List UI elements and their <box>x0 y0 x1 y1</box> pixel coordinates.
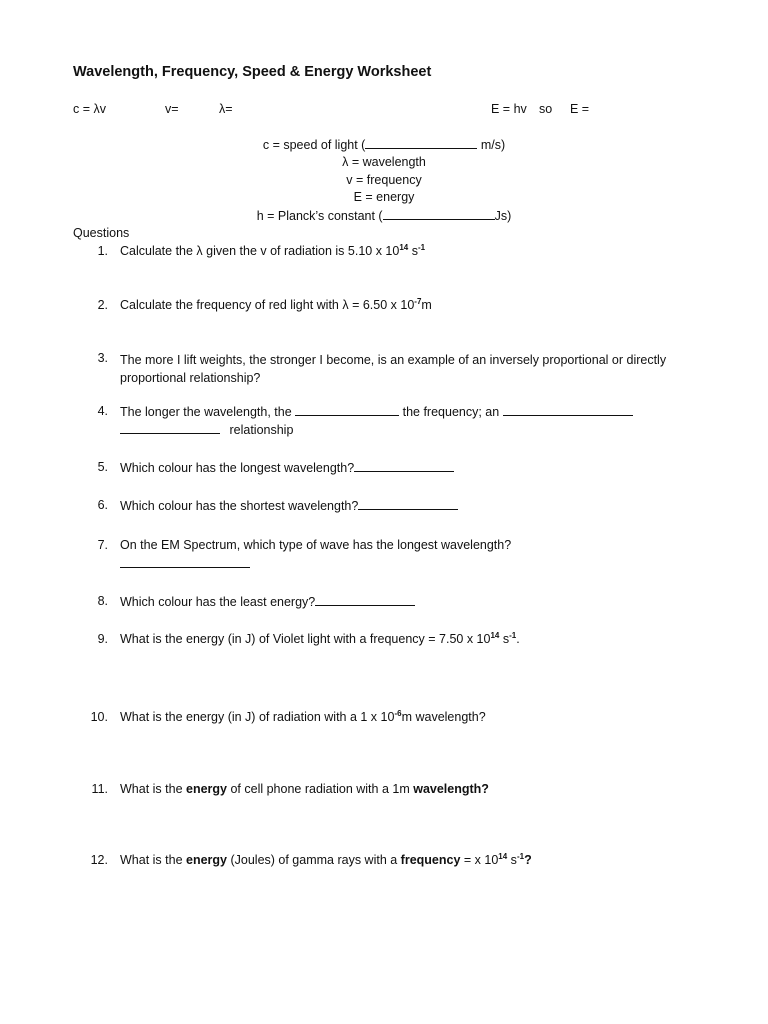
formula-c-lambda-v: c = λv <box>73 102 106 116</box>
formula-e: E = <box>570 102 590 116</box>
formula-lambda: λ= <box>219 102 233 116</box>
formula-e-hv: E = hv <box>491 102 527 116</box>
blank-line[interactable] <box>383 208 495 220</box>
legend-energy: E = energy <box>353 190 415 204</box>
blank-line[interactable] <box>120 556 250 568</box>
legend-wavelength: λ = wavelength <box>342 155 426 169</box>
questions-heading: Questions <box>73 226 130 240</box>
blank-line[interactable] <box>315 594 415 606</box>
blank-line[interactable] <box>120 422 220 434</box>
blank-line[interactable] <box>365 137 477 149</box>
worksheet-title: Wavelength, Frequency, Speed & Energy Worksheet <box>73 64 432 80</box>
blank-line[interactable] <box>354 460 454 472</box>
blank-line[interactable] <box>358 498 458 510</box>
blank-line[interactable] <box>503 404 633 416</box>
legend-speed-of-light: c = speed of light ( m/s) <box>262 138 506 152</box>
legend-frequency: v = frequency <box>346 173 422 187</box>
formula-so: so <box>539 102 553 116</box>
legend-plancks-constant: h = Planck’s constant ( Js) <box>256 209 512 223</box>
blank-line[interactable] <box>295 404 399 416</box>
formula-v: v= <box>165 102 179 116</box>
